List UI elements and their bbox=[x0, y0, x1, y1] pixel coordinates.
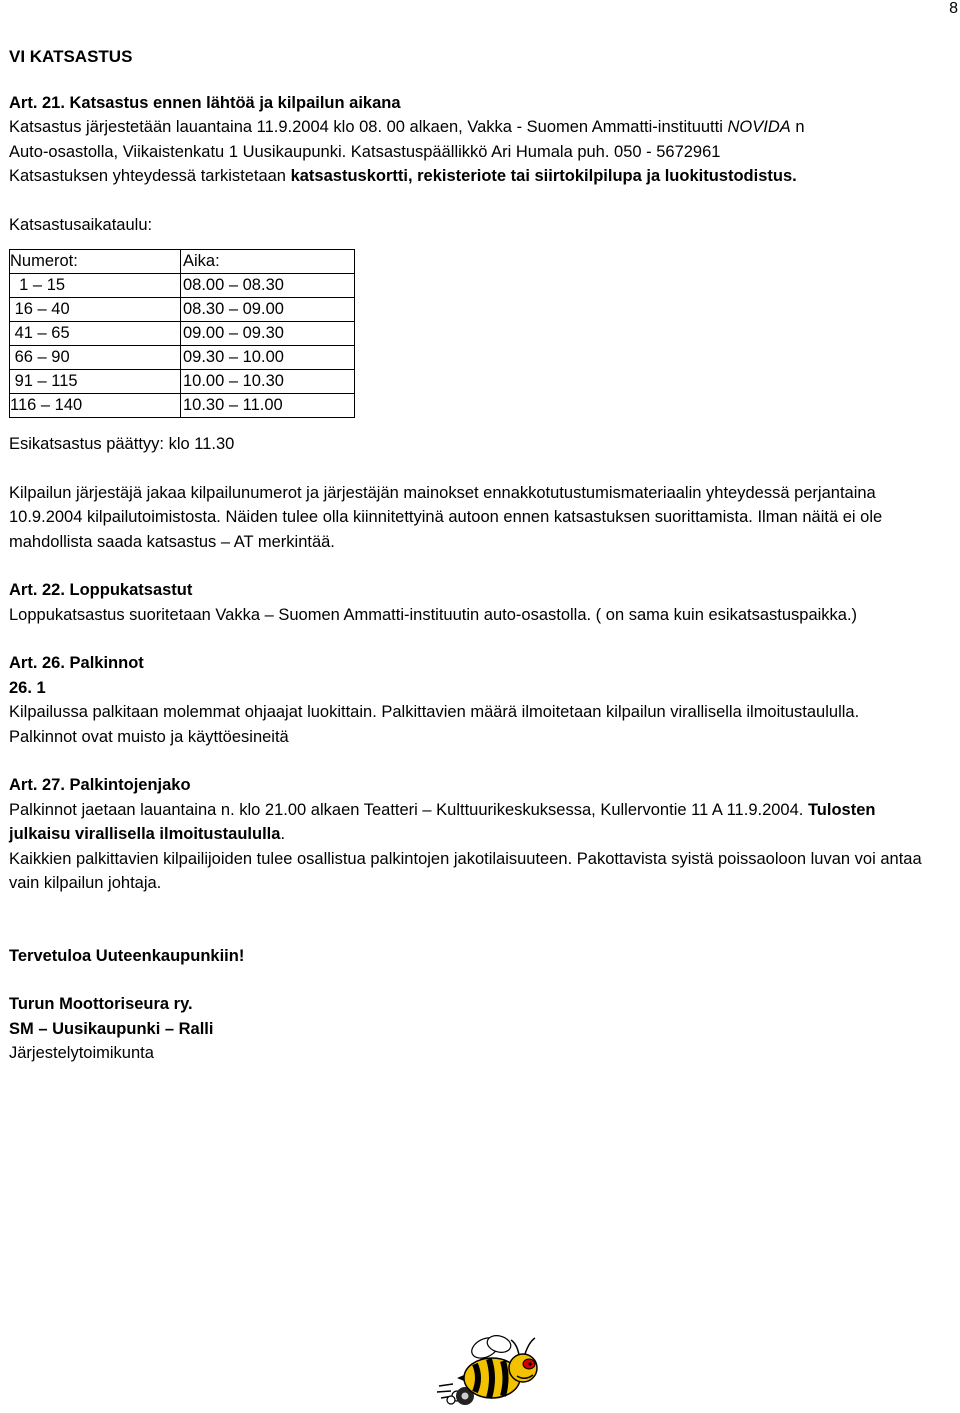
art26-heading: Art. 26. Palkinnot bbox=[9, 654, 144, 672]
bee-mascot-logo bbox=[437, 1326, 547, 1410]
committee-name: Järjestelytoimikunta bbox=[9, 1044, 154, 1062]
event-name: SM – Uusikaupunki – Ralli bbox=[9, 1019, 214, 1038]
art22-text: Loppukatsastus suoritetaan Vakka – Suomen Ammatti-instituutin auto-osastolla. ( on sama kuin esikatsastuspaikka.) bbox=[9, 605, 858, 624]
header-time: Aika: bbox=[181, 250, 355, 274]
schedule-label: Katsastusaikataulu: bbox=[9, 215, 153, 234]
art26-subheading: 26. 1 bbox=[9, 678, 46, 697]
row-numbers: 116 – 140 bbox=[10, 394, 181, 418]
art27-heading: Art. 27. Palkintojenjako bbox=[9, 776, 191, 794]
table-row bbox=[10, 298, 355, 322]
row-numbers: 66 – 90 bbox=[10, 346, 181, 370]
art21-line3 bbox=[9, 164, 939, 189]
art21-line1-text: Katsastus järjestetään lauantaina 11.9.2004 klo 08. 00 alkaen, Vakka - Suomen Ammatti-instituutti bbox=[9, 118, 728, 136]
art21-heading: Art. 21. Katsastus ennen lähtöä ja kilpailun aikana bbox=[9, 93, 401, 112]
art21-line1-suffix: n bbox=[790, 118, 805, 136]
art21-required-docs: katsastuskortti, rekisteriote tai siirtokilpilupa ja luokitustodistus. bbox=[290, 167, 797, 185]
row-numbers: 1 – 15 bbox=[10, 274, 181, 298]
art27-text-main: Palkinnot jaetaan lauantaina n. klo 21.00 alkaen Teatteri – Kulttuurikeskuksessa, Kullervontie 11 A 11.9.2004. bbox=[9, 800, 808, 819]
page-number: 8 bbox=[949, 0, 958, 17]
art27-text2: Kaikkien palkittavien kilpailijoiden tulee osallistua palkintojen jakotilaisuuteen. Pakottavista syistä poissaoloon luvan voi antaa vain kilpailun johtaja. bbox=[9, 849, 922, 892]
section-title: VI KATSASTUS bbox=[9, 47, 133, 66]
table-row bbox=[10, 346, 355, 370]
art27-text bbox=[9, 798, 939, 847]
art27-text-end: . bbox=[280, 825, 286, 843]
art26-line1: Kilpailussa palkitaan molemmat ohjaajat luokittain. Palkittavien määrä ilmoitetaan kilpailun virallisella ilmoitustaululla. bbox=[9, 703, 860, 721]
row-numbers: 91 – 115 bbox=[10, 370, 181, 394]
header-numbers: Numerot: bbox=[10, 250, 181, 274]
row-time: 09.00 – 09.30 bbox=[181, 322, 355, 346]
numbers-paragraph: Kilpailun järjestäjä jakaa kilpailunumerot ja järjestäjän mainokset ennakkotutustumismateriaalin yhteydessä perjantaina 10.9.2004 kilpailutoimistosta. Näiden tulee olla kiinnitettyinä autoon ennen katsastuksen suorittamista. Ilman näitä ei ole mahdollista saada katsastus – AT merkintää. bbox=[9, 483, 883, 551]
table-row bbox=[10, 394, 355, 418]
row-time: 08.30 – 09.00 bbox=[181, 298, 355, 322]
table-row bbox=[10, 322, 355, 346]
table-row bbox=[10, 274, 355, 298]
row-time: 09.30 – 10.00 bbox=[181, 346, 355, 370]
art26-line2: Palkinnot ovat muisto ja käyttöesineitä bbox=[9, 727, 289, 746]
row-numbers: 16 – 40 bbox=[10, 298, 181, 322]
row-numbers: 41 – 65 bbox=[10, 322, 181, 346]
art21-line1 bbox=[9, 115, 939, 140]
novida-name: NOVIDA bbox=[727, 118, 791, 136]
row-time: 10.00 – 10.30 bbox=[181, 370, 355, 394]
welcome-text: Tervetuloa Uuteenkaupunkiin! bbox=[9, 946, 245, 965]
art21-line2: Auto-osastolla, Viikaistenkatu 1 Uusikaupunki. Katsastuspäällikkö Ari Humala puh. 050 - 5672961 bbox=[9, 142, 721, 161]
pre-inspection-end: Esikatsastus päättyy: klo 11.30 bbox=[9, 435, 235, 453]
art22-heading: Art. 22. Loppukatsastut bbox=[9, 581, 193, 599]
inspection-schedule-table bbox=[9, 249, 355, 418]
art27-results-note: Tulosten julkaisu virallisella ilmoitustaululla bbox=[9, 800, 876, 843]
club-name: Turun Moottoriseura ry. bbox=[9, 995, 193, 1013]
table-row bbox=[10, 370, 355, 394]
document-body bbox=[9, 45, 939, 1066]
row-time: 08.00 – 08.30 bbox=[181, 274, 355, 298]
table-header-row bbox=[10, 250, 355, 274]
art21-line3-text: Katsastuksen yhteydessä tarkistetaan bbox=[9, 167, 291, 185]
row-time: 10.30 – 11.00 bbox=[181, 394, 355, 418]
